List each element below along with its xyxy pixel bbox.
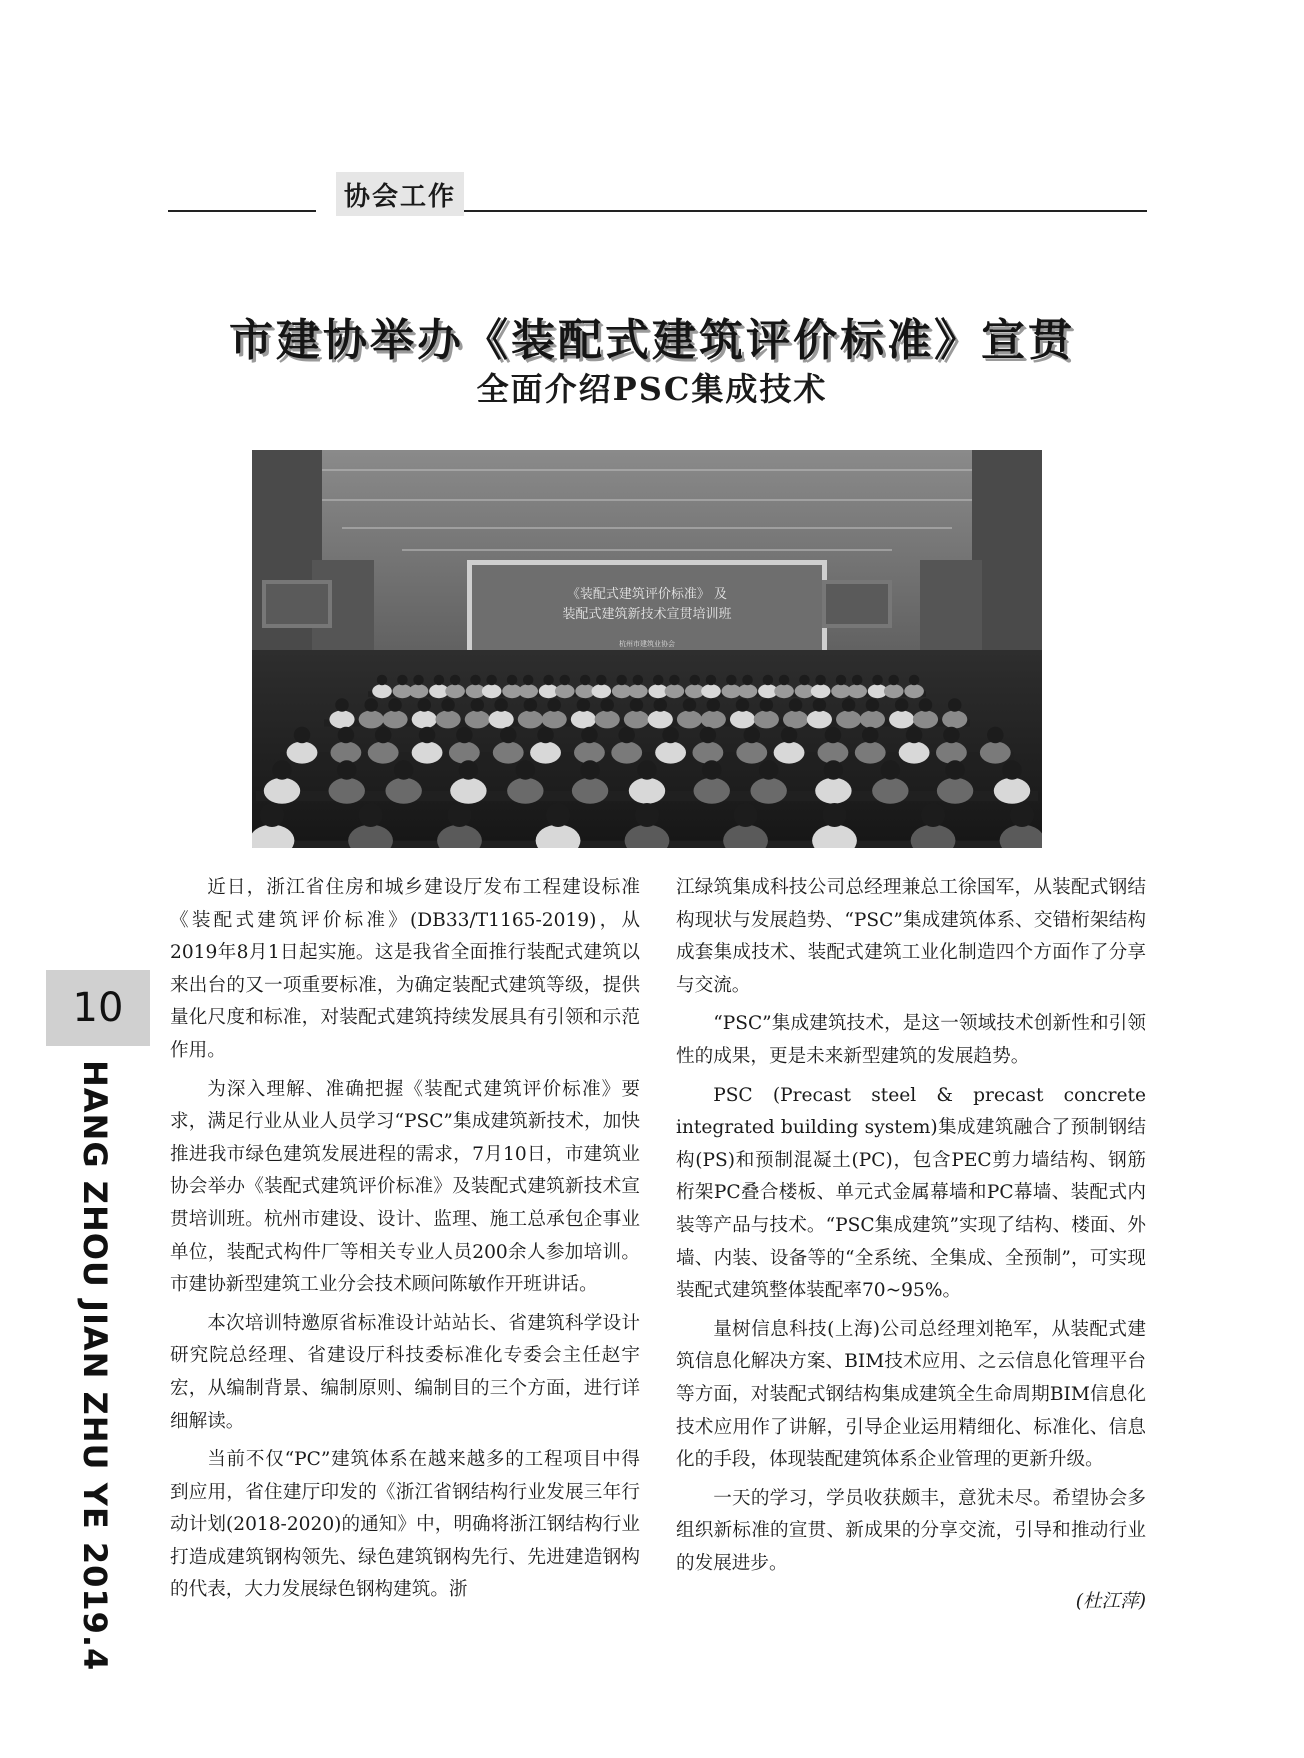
attendee-head — [633, 675, 644, 686]
attendee-head — [338, 727, 355, 744]
attendee-head — [507, 675, 517, 686]
attendee-body — [730, 710, 755, 728]
attendee-head — [459, 760, 479, 780]
attendee-body — [435, 710, 460, 728]
attendee-head — [448, 803, 472, 827]
author-signature: (杜江萍) — [1075, 1591, 1146, 1613]
attendee-head — [388, 698, 402, 712]
attendee-head — [919, 698, 933, 712]
attendee-head — [862, 727, 879, 744]
attendee-head — [662, 727, 679, 744]
attendee-head — [909, 675, 920, 686]
attendee-head — [781, 727, 798, 744]
attendee-head — [683, 698, 697, 712]
article-subtitle: 全面介绍PSC集成技术 — [476, 370, 828, 408]
attendee-body — [450, 778, 486, 804]
attendee-head — [789, 698, 803, 712]
paragraph: 当前不仅“PC”建筑体系在越来越多的工程项目中得到应用，省住建厅印发的《浙江省钢结构行业发展三年行动计划(2018-2020)的通知》中，明确将浙江钢结构行业打造成建筑钢构领先、绿色建筑钢构先行、先进建造钢构的代表，大力发展绿色钢构建筑。浙 — [170, 1449, 640, 1601]
attendee-head — [560, 675, 571, 686]
attendee-head — [726, 675, 737, 686]
attendee-body — [482, 684, 502, 698]
attendee-head — [394, 760, 414, 780]
attendee-body — [628, 684, 648, 698]
attendee-head — [759, 760, 779, 780]
attendee-head — [546, 803, 570, 827]
paragraph: “PSC”集成建筑技术，是这一领域技术创新性和引领性的成果，更是未来新型建筑的发展趋势。 — [676, 1013, 1146, 1067]
attendee-body — [592, 684, 612, 698]
attendee-body — [738, 684, 758, 698]
attendee-body — [855, 742, 886, 764]
attendee-body — [904, 684, 924, 698]
attendee-head — [616, 675, 627, 686]
section-label: 协会工作 — [336, 172, 464, 216]
attendee-head — [413, 675, 424, 686]
attendee-body — [994, 778, 1030, 804]
left-column — [170, 872, 640, 1613]
attendee-body — [518, 710, 543, 728]
attendee-head — [852, 675, 863, 686]
attendee-body — [530, 742, 561, 764]
attendee-body — [750, 778, 786, 804]
conference-photo — [252, 450, 1042, 848]
paragraph: PSC (Precast steel & precast concrete integrated building system)集成建筑融合了预制钢结构(PS)和预制混凝土(PC)，包含PEC剪力墙结构、钢筋桁架PC叠合楼板、单元式金属幕墙和PC幕墙、装配式内装等产品与技术。“PSC集成建筑”实现了结构、楼面、外墙、内装、设备等的“全系统、全集成、全预制”，可实现装配式建筑整体装配率70~95%。 — [676, 1084, 1146, 1302]
attendee-body — [385, 778, 421, 804]
attendee-body — [445, 684, 465, 698]
attendee-body — [655, 742, 686, 764]
attendee-head — [516, 760, 536, 780]
attendee-head — [419, 727, 436, 744]
page-number: 10 — [46, 970, 150, 1046]
attendee-head — [375, 727, 392, 744]
attendee-head — [742, 675, 753, 686]
attendee-head — [815, 675, 826, 686]
attendee-body — [329, 710, 354, 728]
right-column — [676, 872, 1146, 1625]
attendee-head — [943, 727, 960, 744]
attendee-body — [884, 684, 904, 698]
attendee-body — [518, 684, 538, 698]
attendee-head — [486, 675, 497, 686]
attendee-body — [359, 710, 384, 728]
attendee-head — [842, 698, 856, 712]
attendee-head — [434, 675, 445, 686]
attendee-head — [397, 675, 408, 686]
attendee-head — [494, 698, 508, 712]
attendee-body — [692, 742, 723, 764]
attendee-body — [980, 742, 1011, 764]
attendee-head — [760, 698, 774, 712]
attendee-head — [948, 698, 962, 712]
attendee-body — [860, 710, 885, 728]
paragraph: 量树信息科技(上海)公司总经理刘艳军，从装配式建筑信息化解决方案、BIM技术应用、之云信息化管理平台等方面，对装配式钢结构集成建筑全生命周期BIM信息化技术应用作了讲解，引导企业运用精细化、标准化、信息化的手段，体现装配建筑体系企业管理的更新升级。 — [676, 1318, 1146, 1471]
attendee-head — [470, 675, 481, 686]
paragraph: 近日，浙江省住房和城乡建设厅发布工程建设标准《装配式建筑评价标准》(DB33/T1165-2019)，从2019年8月1日起实施。这是我省全面推行装配式建筑以来出台的又一项重要标准，为确定装配式建筑等级，提供量化尺度和标准，对装配式建筑持续发展具有引领和示范作用。 — [170, 877, 640, 1061]
attendee-head — [596, 675, 607, 686]
attendee-body — [701, 684, 721, 698]
attendee-head — [335, 698, 349, 712]
attendee-body — [264, 778, 300, 804]
attendee-head — [577, 698, 591, 712]
attendee-head — [921, 803, 945, 827]
attendee-head — [418, 698, 432, 712]
attendee-head — [580, 675, 591, 686]
attendee-body — [329, 778, 365, 804]
attendee-head — [600, 698, 614, 712]
attendee-body — [754, 710, 779, 728]
attendee-head — [823, 803, 847, 827]
attendee-body — [372, 684, 392, 698]
attendee-body — [913, 710, 938, 728]
attendee-head — [836, 675, 847, 686]
attendee-head — [456, 727, 473, 744]
attendee-body — [694, 778, 730, 804]
attendee-head — [637, 760, 657, 780]
attendee-head — [1010, 803, 1034, 827]
attendee-head — [824, 760, 844, 780]
attendee-head — [702, 760, 722, 780]
attendee-body — [412, 742, 443, 764]
attendee-body — [412, 710, 437, 728]
attendee-head — [690, 675, 701, 686]
attendee-body — [611, 742, 642, 764]
attendee-head — [500, 727, 517, 744]
attendee-body — [665, 684, 685, 698]
attendee-body — [555, 684, 575, 698]
attendee-head — [734, 803, 758, 827]
attendee-head — [441, 698, 455, 712]
attendee-head — [524, 698, 538, 712]
attendee-body — [774, 742, 805, 764]
attendee-head — [260, 803, 284, 827]
attendee-head — [1002, 760, 1022, 780]
attendee-body — [936, 742, 967, 764]
attendee-head — [294, 727, 311, 744]
attendee-body — [465, 710, 490, 728]
attendee-body — [648, 710, 673, 728]
attendee-body — [783, 710, 808, 728]
paragraph: 为深入理解、准确把握《装配式建筑评价标准》要求，满足行业从业人员学习“PSC”集成建筑新技术，加快推进我市绿色建筑发展进程的需求，7月10日，市建筑业协会举办《装配式建筑评价标准》及装配式建筑新技术宣贯培训班。杭州市建设、设计、监理、施工总承包企事业单位，装配式构件厂等相关专业人员200余人参加培训。市建协新型建筑工业分会技术顾问陈敏作开班讲话。 — [170, 1078, 640, 1296]
attendee-body — [507, 778, 543, 804]
attendee-body — [701, 710, 726, 728]
attendee-body — [811, 684, 831, 698]
attendee-head — [580, 760, 600, 780]
attendee-head — [543, 675, 554, 686]
paragraph: 本次培训特邀原省标准设计站站长、省建筑科学设计研究院总经理、省建设厅科技委标准化专委会主任赵宇宏，从编制背景、编制原则、编制目的三个方面，进行详细解读。 — [170, 1312, 640, 1432]
attendee-head — [272, 760, 292, 780]
attendee-body — [629, 778, 665, 804]
attendee-body — [382, 710, 407, 728]
attendee-head — [450, 675, 461, 686]
attendee-head — [581, 727, 598, 744]
attendee-body — [937, 778, 973, 804]
attendee-head — [377, 675, 388, 686]
attendee-head — [813, 698, 827, 712]
attendee-body — [409, 684, 429, 698]
attendee-head — [872, 675, 883, 686]
attendee-head — [906, 727, 923, 744]
attendee-head — [523, 675, 534, 686]
screen-text-line2: 装配式建筑新技术宣贯培训班 — [562, 607, 732, 622]
attendee-head — [888, 675, 899, 686]
magazine-vertical-text: HANG ZHOU JIAN ZHU YE 2019.4 — [76, 1060, 114, 1672]
attendee-head — [337, 760, 357, 780]
attendee-head — [707, 698, 721, 712]
attendee-body — [287, 742, 318, 764]
attendee-head — [471, 698, 485, 712]
attendee-body — [489, 710, 514, 728]
attendee-head — [700, 727, 717, 744]
screen-text-line3: 杭州市建筑业协会 — [619, 640, 675, 648]
attendee-body — [815, 778, 851, 804]
attendee-head — [630, 698, 644, 712]
attendee-head — [364, 698, 378, 712]
attendee-head — [653, 675, 664, 686]
header-rule-right — [464, 210, 1147, 212]
paragraph-continuation: 江绿筑集成科技公司总经理兼总工徐国军，从装配式钢结构现状与发展趋势、“PSC”集成建筑体系、交错桁架结构成套集成技术、装配式建筑工业化制造四个方面作了分享与交流。 — [676, 877, 1146, 996]
attendee-head — [359, 803, 383, 827]
attendee-head — [744, 727, 761, 744]
attendee-head — [618, 727, 635, 744]
attendee-head — [635, 803, 659, 827]
attendee-body — [736, 742, 767, 764]
paragraph: 一天的学习，学员收获颇丰，意犹未尽。希望协会多组织新标准的宣贯、新成果的分享交流，引导和推动行业的发展进步。 — [676, 1487, 1146, 1574]
attendee-head — [779, 675, 790, 686]
attendee-body — [836, 710, 861, 728]
attendee-head — [825, 727, 842, 744]
attendee-head — [987, 727, 1004, 744]
attendee-body — [807, 710, 832, 728]
attendee-body — [368, 742, 399, 764]
attendee-body — [595, 710, 620, 728]
attendee-head — [547, 698, 561, 712]
attendee-head — [669, 675, 680, 686]
attendee-body — [571, 710, 596, 728]
attendee-body — [677, 710, 702, 728]
attendee-body — [942, 710, 967, 728]
attendee-head — [706, 675, 717, 686]
section-header — [168, 172, 1147, 216]
attendee-body — [899, 742, 930, 764]
screen-text-line1: 《装配式建筑评价标准》 及 — [566, 587, 728, 602]
attendee-head — [866, 698, 880, 712]
attendee-head — [736, 698, 750, 712]
attendee-body — [624, 710, 649, 728]
attendee-body — [542, 710, 567, 728]
attendee-head — [881, 760, 901, 780]
attendee-body — [493, 742, 524, 764]
attendee-body — [572, 778, 608, 804]
attendee-head — [537, 727, 554, 744]
attendee-head — [763, 675, 774, 686]
attendee-body — [889, 710, 914, 728]
attendee-body — [774, 684, 794, 698]
attendee-head — [945, 760, 965, 780]
attendee-head — [895, 698, 909, 712]
attendee-head — [799, 675, 810, 686]
attendee-head — [654, 698, 668, 712]
attendee-body — [449, 742, 480, 764]
attendee-body — [847, 684, 867, 698]
header-rule-left — [168, 210, 316, 212]
attendee-body — [872, 778, 908, 804]
article-title: 市建协举办《装配式建筑评价标准》宣贯 — [229, 315, 1075, 366]
